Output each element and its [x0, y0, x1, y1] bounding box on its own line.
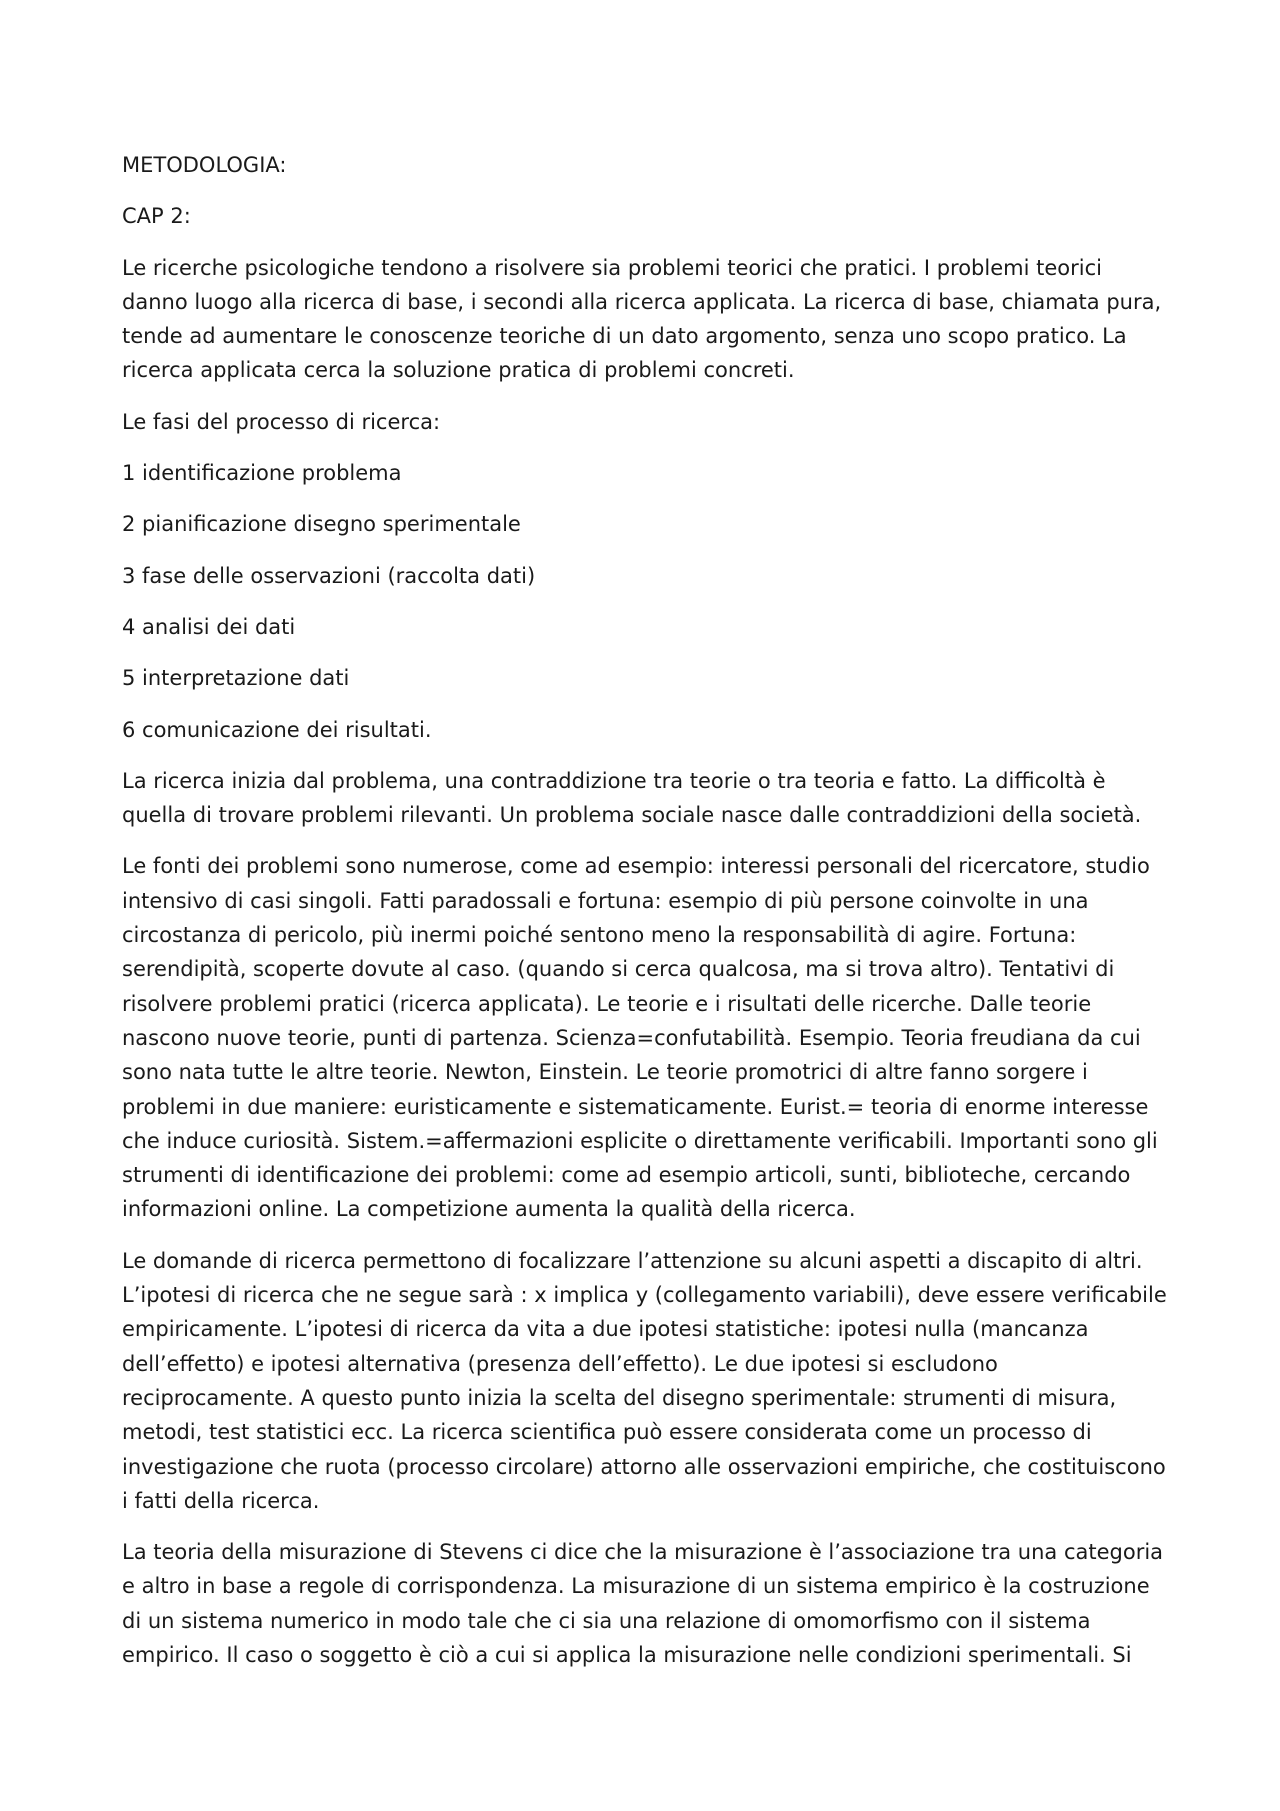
intro-paragraph: Le ricerche psicologiche tendono a risolvere sia problemi teorici che pratici. I problemi teorici danno luogo alla ricerca di base, i secondi alla ricerca applicata. La ricerca di base, chiamata pura, tende ad aumentare le conoscenze teoriche di un dato argomento, senza uno scopo pratico. La ricerca applicata cerca la soluzione pratica di problemi concreti.	[122, 255, 1162, 383]
phases-heading: Le fasi del processo di ricerca:	[122, 409, 441, 434]
phase-item: 3 fase delle osservazioni (raccolta dati)	[122, 563, 536, 588]
phase-item: 5 interpretazione dati	[122, 666, 350, 691]
phase-item: 1 identificazione problema	[122, 461, 402, 486]
sources-paragraph: Le fonti dei problemi sono numerose, come ad esempio: interessi personali del ricercatore, studio intensivo di casi singoli. Fatti paradossali e fortuna: esempio di più persone coinvolte in una circostanza di pericolo, più inermi poiché sentono meno la responsabilità di agire. Fortuna: serendipità, scoperte dovute al caso. (quando si cerca qualcosa, ma si trova altro). Tentativi di risolvere problemi pratici (ricerca applicata). Le teorie e i risultati delle ricerche. Dalle teorie nascono nuove teorie, punti di partenza. Scienza=confutabilità. Esempio. Teoria freudiana da cui sono nata tutte le altre teorie. Newton, Einstein. Le teorie promotrici di altre fanno sorgere i problemi in due maniere: euristicamente e sistematicamente. Eurist.= teoria di enorme interesse che induce curiosità. Sistem.=affermazioni esplicite o direttamente verificabili. Importanti sono gli strumenti di identificazione dei problemi: come ad esempio articoli, sunti, biblioteche, cercando informazioni online. La competizione aumenta la qualità della ricerca.	[122, 854, 1158, 1222]
measurement-paragraph: La teoria della misurazione di Stevens ci dice che la misurazione è l’associazione tra una categoria e altro in base a regole di corrispondenza. La misurazione di un sistema empirico è la costruzione di un sistema numerico in modo tale che ci sia una relazione di omomorfismo con il sistema empirico. Il caso o soggetto è ciò a cui si applica la misurazione nelle condizioni sperimentali. Si	[122, 1540, 1164, 1667]
problem-paragraph: La ricerca inizia dal problema, una contraddizione tra teorie o tra teoria e fatto. La difficoltà è quella di trovare problemi rilevanti. Un problema sociale nasce dalle contraddizioni della società.	[122, 768, 1142, 828]
phase-item: 2 pianificazione disegno sperimentale	[122, 512, 521, 537]
document-page	[122, 148, 1172, 1689]
phase-item: 4 analisi dei dati	[122, 614, 296, 639]
phase-item: 6 comunicazione dei risultati.	[122, 717, 432, 742]
chapter-heading: CAP 2:	[122, 204, 191, 229]
questions-paragraph: Le domande di ricerca permettono di focalizzare l’attenzione su alcuni aspetti a discapito di altri. L’ipotesi di ricerca che ne segue sarà : x implica y (collegamento variabili), deve essere verificabile empiricamente. L’ipotesi di ricerca da vita a due ipotesi statistiche: ipotesi nulla (mancanza dell’effetto) e ipotesi alternativa (presenza dell’effetto). Le due ipotesi si escludono reciprocamente. A questo punto inizia la scelta del disegno sperimentale: strumenti di misura, metodi, test statistici ecc. La ricerca scientifica può essere considerata come un processo di investigazione che ruota (processo circolare) attorno alle osservazioni empiriche, che costituiscono i fatti della ricerca.	[122, 1248, 1167, 1513]
document-title: METODOLOGIA:	[122, 153, 287, 177]
